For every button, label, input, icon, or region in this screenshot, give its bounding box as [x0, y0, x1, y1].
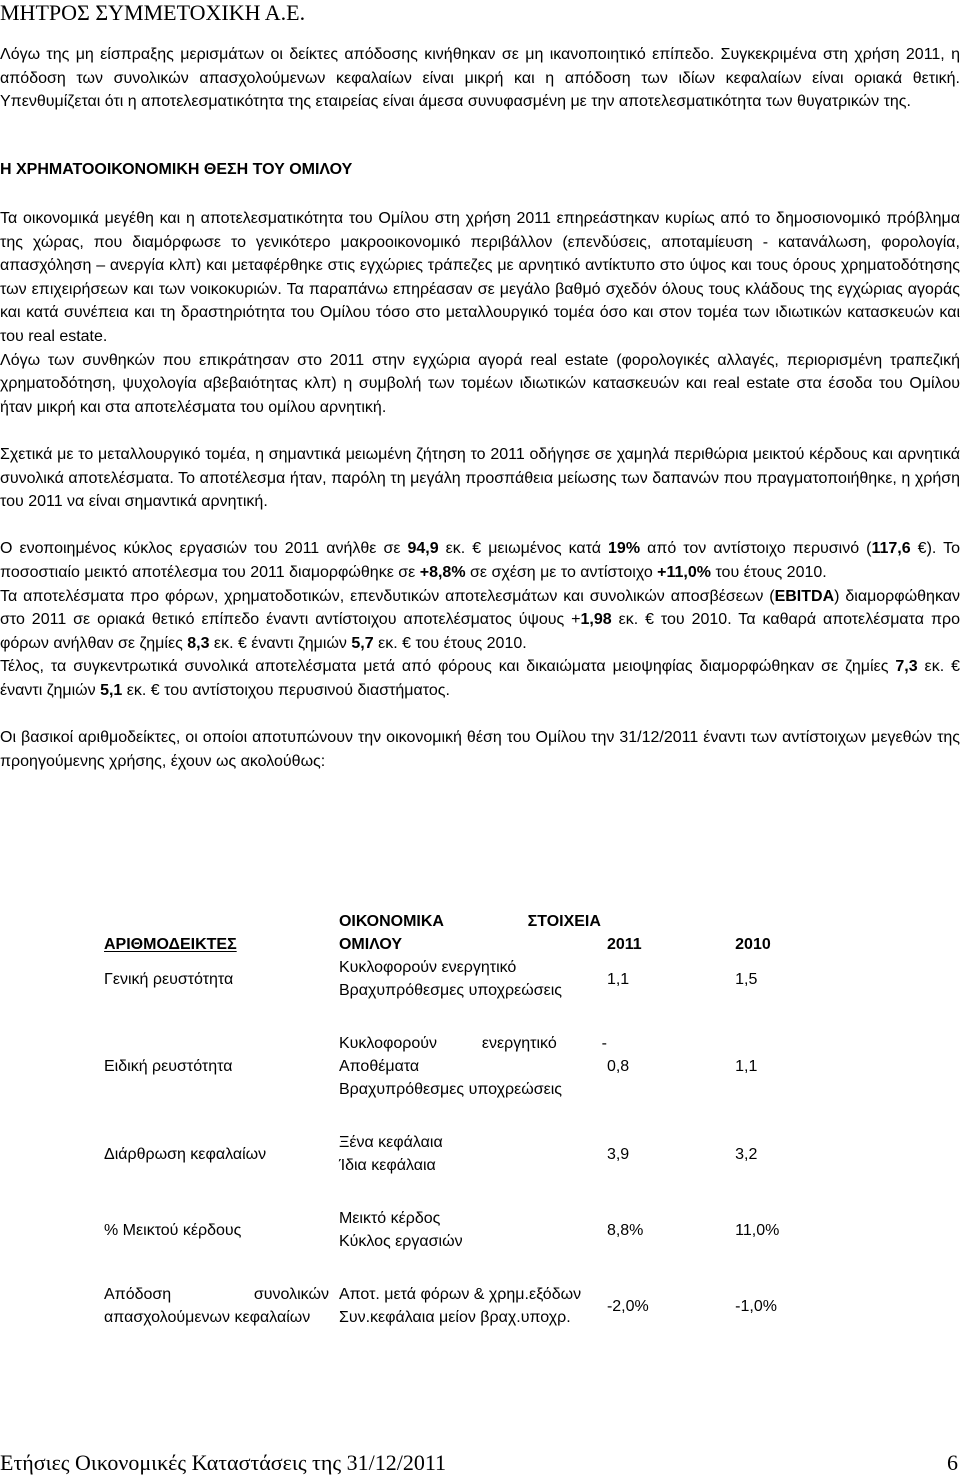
- paragraph-metallurgy: Σχετικά με το μεταλλουργικό τομέα, η σημαντικά μειωμένη ζήτηση το 2011 οδήγησε σε χαμηλά περιθώρια μεικτού κέρδους και αρνητικά συνολικά αποτελέσματα. Το αποτέλεσμα ήταν, παρόλη τη μεγάλη προσπάθεια μείωσης των δαπανών που πραγματοποιήθηκε, η χρήση του 2011 να είναι σημαντικά αρνητική.: [0, 445, 960, 511]
- value-2011: 8,8%: [606, 1221, 644, 1239]
- header-indicators: ΑΡΙΘΜΟΔΕΙΚΤΕΣ: [104, 936, 237, 953]
- table-row: [90, 1131, 830, 1177]
- value-2010: 1,5: [735, 970, 758, 988]
- company-header: ΜΗΤΡΟΣ ΣΥΜΜΕΤΟΧΙΚΗ Α.Ε.: [0, 0, 306, 25]
- table-row: [90, 1207, 830, 1253]
- paragraph-economic-environment: Τα οικονομικά μεγέθη και η αποτελεσματικότητα του Ομίλου στη χρήση 2011 επηρεάστηκαν κυρίως από το δημοσιονομικό πρόβλημα της χώρας, που διαμόρφωσε το γενικότερο μακροοικονομικό περιβάλλον (επενδύσεις, αποταμίευση - κατανάλωση, φορολογία, απασχόληση – ανεργία κλπ) και μεταφέρθηκε στις εγχώριες τράπεζες με αρνητικό αντίκτυπο στο ύψος και τους όρους χρηματοδότησης των επιχειρήσεων και των νοικοκυριών. Τα παραπάνω επηρέασαν σε μεγάλο βαθμό σχεδόν όλους τους κλάδους της εγχώριας αγοράς και κατά συνέπεια και τη δραστηριότητα του Ομίλου τόσο στο μεταλλουργικό τομέα όσο και στον τομέα των ιδιωτικών κατασκευών και του real estate.: [0, 210, 960, 345]
- header-2010: 2010: [735, 936, 771, 953]
- section-body: [0, 207, 960, 773]
- value-2011: 1,1: [606, 970, 630, 988]
- value-2011: 3,9: [606, 1145, 630, 1163]
- table-row: [90, 1032, 830, 1101]
- value-2010: 1,1: [735, 1058, 758, 1075]
- page-number: 6: [947, 1450, 958, 1475]
- indicator-definition: Κυκλοφορούν ενεργητικό - Αποθέματα Βραχυπρόθεσμες υποχρεώσεις: [338, 1035, 607, 1098]
- indicator-name: Γενική ρευστότητα: [104, 970, 234, 988]
- indicator-definition: Αποτ. μετά φόρων & χρημ.εξόδων Συν.κεφάλαια μείον βραχ.υποχρ.: [338, 1286, 582, 1326]
- indicator-name: Ειδική ρευστότητα: [104, 1058, 233, 1075]
- paragraph-real-estate: Λόγω των συνθηκών που επικράτησαν στο 2011 στην εγχώρια αγορά real estate (φορολογικές αλλαγές, περιορισμένη τραπεζική χρηματοδότηση, ψυχολογία αβεβαιότητας κλπ) η συμβολή των τομέων ιδιωτικών κατασκευών και real estate στα έσοδα του Ομίλου ήταν μικρή και στα αποτελέσματα του ομίλου αρνητική.: [0, 351, 960, 416]
- indicator-name: Απόδοση συνολικών απασχολούμενων κεφαλαίων: [104, 1286, 329, 1326]
- table-header-row: [90, 898, 830, 956]
- value-2010: -1,0%: [735, 1297, 777, 1315]
- indicators-table: [90, 898, 830, 1329]
- section-heading: Η ΧΡΗΜΑΤΟΟΙΚΟΝΟΜΙΚΗ ΘΕΣΗ ΤΟΥ ΟΜΙΛΟΥ: [0, 161, 353, 178]
- paragraph-ebitda: Τα αποτελέσματα προ φόρων, χρηματοδοτικών, επενδυτικών αποτελεσμάτων και συνολικών αποσβέσεων (EBITDA) διαμορφώθηκαν στο 2011 σε οριακά θετικό επίπεδο έναντι αντίστοιχου αποτελέσματος ύψους +1,98 εκ. € του 2010. Τα καθαρά αποτελέσματα προ φόρων ανήλθαν σε ζημίες 8,3 εκ. € έναντι ζημιών 5,7 εκ. € του έτους 2010.: [0, 587, 960, 652]
- intro-block: [0, 43, 960, 114]
- indicator-name: % Μεικτού κέρδους: [104, 1221, 242, 1239]
- value-2011: -2,0%: [606, 1297, 649, 1315]
- header-financial-data: ΟΙΚΟΝΟΜΙΚΑ ΣΤΟΙΧΕΙΑ ΟΜΙΛΟΥ: [338, 913, 601, 953]
- value-2010: 3,2: [735, 1145, 758, 1163]
- paragraph-total-results: Τέλος, τα συγκεντρωτικά συνολικά αποτελέσματα μετά από φόρους και δικαιώματα μειοψηφίας διαμορφώθηκαν σε ζημίες 7,3 εκ. € έναντι ζημιών 5,1 εκ. € του αντίστοιχου περυσινού διαστήματος.: [0, 658, 960, 699]
- value-2010: 11,0%: [735, 1221, 780, 1239]
- value-2011: 0,8: [606, 1058, 630, 1075]
- indicator-name: Διάρθρωση κεφαλαίων: [104, 1145, 267, 1163]
- table-row: [90, 956, 830, 1002]
- footer-title: Ετήσιες Οικονομικές Καταστάσεις της 31/12/2011: [0, 1450, 447, 1475]
- header-2011: 2011: [606, 936, 642, 953]
- indicator-definition: Ξένα κεφάλαια Ίδια κεφάλαια: [338, 1134, 443, 1174]
- page-footer: [0, 1450, 960, 1480]
- table-row: [90, 1283, 830, 1329]
- indicator-definition: Κυκλοφορούν ενεργητικό Βραχυπρόθεσμες υποχρεώσεις: [338, 959, 562, 999]
- paragraph-turnover: Ο ενοποιημένος κύκλος εργασιών του 2011 ανήλθε σε 94,9 εκ. € μειωμένος κατά 19% από τον αντίστοιχο περυσινό (117,6 €). Το ποσοστιαίο μεικτό αποτέλεσμα του 2011 διαμορφώθηκε σε +8,8% σε σχέση με το αντίστοιχο +11,0% του έτους 2010.: [0, 540, 960, 581]
- paragraph-indicators-intro: Οι βασικοί αριθμοδείκτες, οι οποίοι αποτυπώνουν την οικονομική θέση του Ομίλου την 31/12/2011 έναντι των αντίστοιχων μεγεθών της προηγούμενης χρήσης, έχουν ως ακολούθως:: [0, 729, 960, 770]
- indicator-definition: Μεικτό κέρδος Κύκλος εργασιών: [338, 1210, 463, 1250]
- intro-paragraph: Λόγω της μη είσπραξης μερισμάτων οι δείκτες απόδοσης κινήθηκαν σε μη ικανοποιητικό επίπεδο. Συγκεκριμένα στη χρήση 2011, η απόδοση των συνολικών απασχολούμενων κεφαλαίων είναι μικρή και η απόδοση των ιδίων κεφαλαίων είναι οριακά θετική. Υπενθυμίζεται ότι η αποτελεσματικότητα της εταιρείας είναι άμεσα συνυφασμένη με την αποτελεσματικότητα των θυγατρικών της.: [0, 46, 960, 111]
